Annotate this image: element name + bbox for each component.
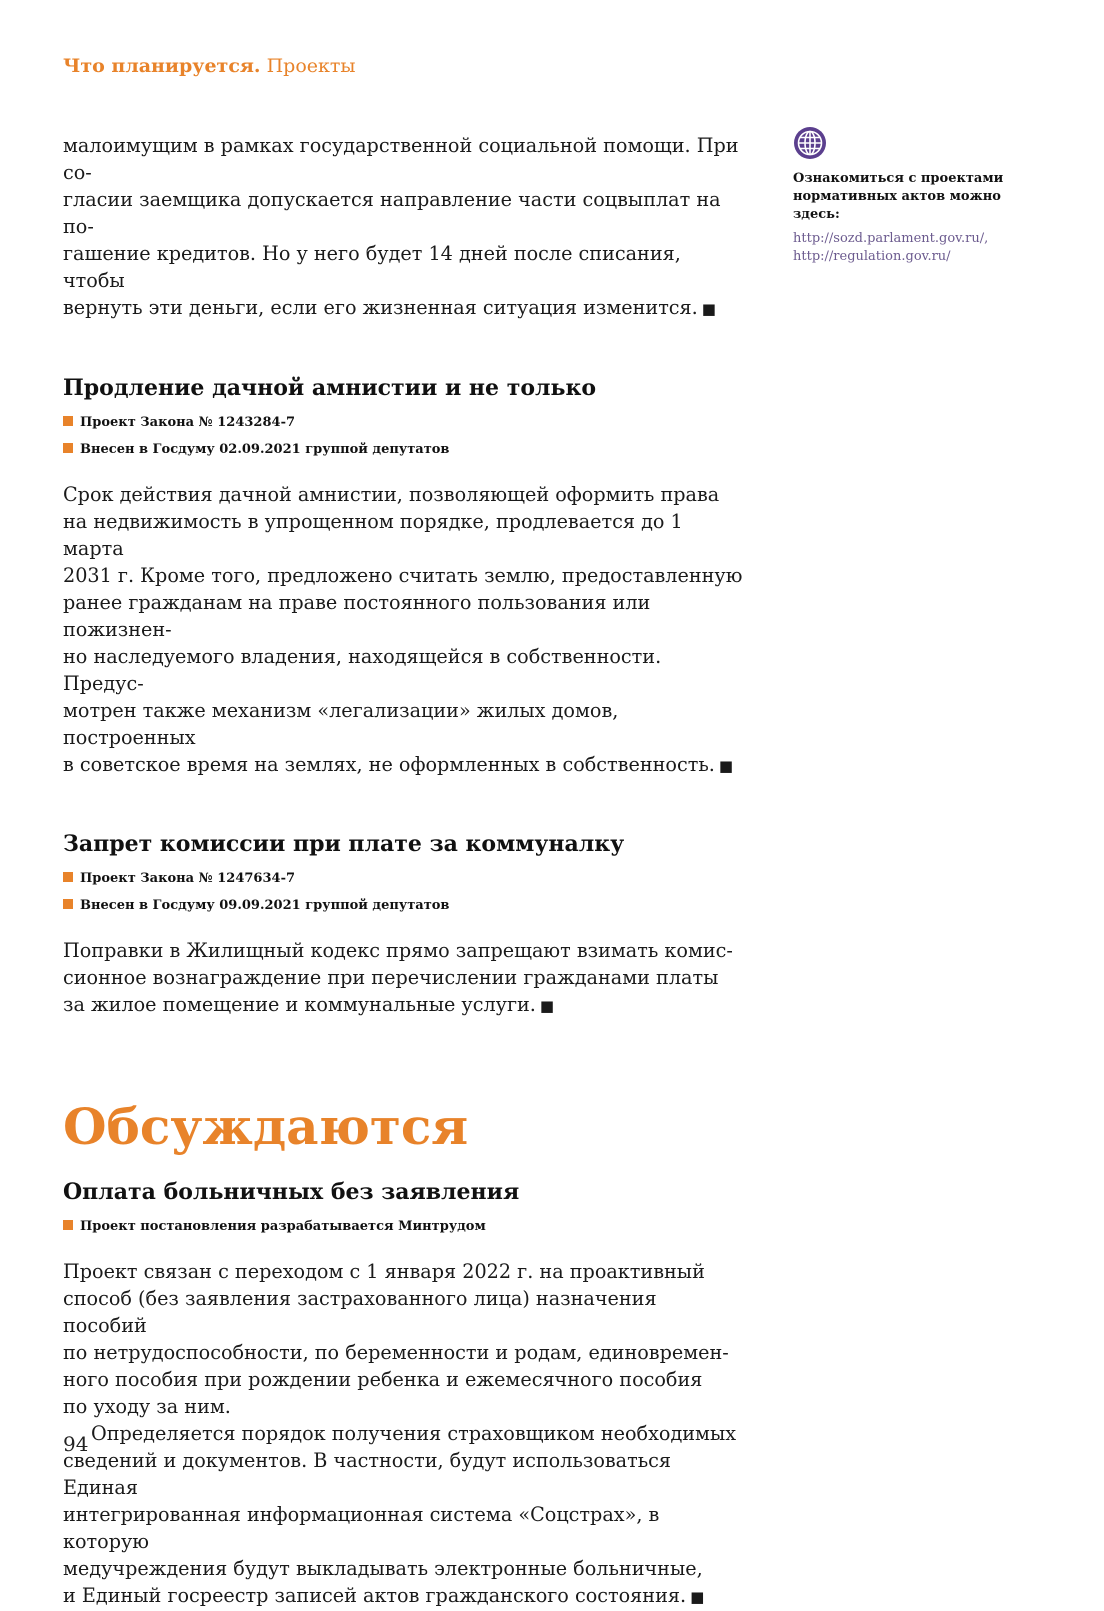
meta-text: Внесен в Госдуму 02.09.2021 группой депутатов <box>80 442 450 457</box>
text-line <box>63 294 743 323</box>
bullet-square-icon <box>63 872 73 882</box>
text-line-content: и Единый госреестр записей актов гражданского состояния. <box>63 1584 687 1607</box>
bill-submission <box>63 436 743 463</box>
bullet-square-icon <box>63 443 73 453</box>
main-column <box>63 132 743 1611</box>
text-line-content: в советское время на землях, не оформленных в собственность. <box>63 753 715 776</box>
text-line-content: за жилое помещение и коммунальные услуги. <box>63 993 536 1016</box>
bill-submission <box>63 892 743 919</box>
sidebar-note-text: Ознакомиться с проектами <box>793 171 1004 186</box>
page-number: 94 <box>63 1432 89 1456</box>
bullet-square-icon <box>63 416 73 426</box>
header-subsection: Проекты <box>266 55 356 77</box>
draft-status <box>63 1213 743 1240</box>
text-line: медучреждения будут выкладывать электронные больничные, <box>63 1557 703 1580</box>
sidebar-note <box>793 126 1033 266</box>
end-mark: ■ <box>701 300 716 318</box>
link-sozd[interactable]: http://sozd.parlament.gov.ru/, <box>793 231 989 246</box>
text-line: способ (без заявления застрахованного лица) назначения пособий <box>63 1287 657 1337</box>
meta-text: Проект Закона № 1247634-7 <box>80 871 296 886</box>
text-line: на недвижимость в упрощенном порядке, продлевается до 1 марта <box>63 510 683 560</box>
article-utility-commission <box>63 829 743 1020</box>
article-title: Продление дачной амнистии и не только <box>63 375 597 401</box>
text-line: интегрированная информационная система «Соцстрах», в которую <box>63 1503 660 1553</box>
text-line: Срок действия дачной амнистии, позволяющей оформить права <box>63 483 720 506</box>
section-title: Обсуждаются <box>63 1097 469 1156</box>
end-mark: ■ <box>690 1588 705 1606</box>
article-dacha-amnesty <box>63 373 743 780</box>
text-line <box>63 751 743 780</box>
meta-text: Внесен в Госдуму 09.09.2021 группой депутатов <box>80 898 450 913</box>
text-line: ного пособия при рождении ребенка и ежемесячного пособия <box>63 1368 703 1391</box>
text-line: Определяется порядок получения страховщиком необходимых <box>91 1422 737 1445</box>
header-section: Что планируется. <box>63 55 261 77</box>
end-mark: ■ <box>539 997 555 1015</box>
article-sick-leave <box>63 1177 743 1611</box>
text-line: гласии заемщика допускается направление части соцвыплат на по- <box>63 188 721 238</box>
text-line: по нетрудоспособности, по беременности и родам, единовремен- <box>63 1341 729 1364</box>
text-line: по уходу за ним. <box>63 1395 231 1418</box>
text-line: гашение кредитов. Но у него будет 14 дней после списания, чтобы <box>63 242 681 292</box>
meta-text: Проект постановления разрабатывается Минтрудом <box>80 1219 486 1234</box>
meta-text: Проект Закона № 1243284-7 <box>80 415 296 430</box>
text-line: малоимущим в рамках государственной социальной помощи. При со- <box>63 134 739 184</box>
text-line <box>63 991 743 1020</box>
text-line: ранее гражданам на праве постоянного пользования или пожизнен- <box>63 591 651 641</box>
article-title: Оплата больничных без заявления <box>63 1179 520 1205</box>
bullet-square-icon <box>63 1220 73 1230</box>
text-line: сионное вознаграждение при перечислении гражданами платы <box>63 966 719 989</box>
sidebar-note-text: здесь: <box>793 207 840 222</box>
bill-number <box>63 865 743 892</box>
text-line <box>63 1582 743 1611</box>
article-title: Запрет комиссии при плате за коммуналку <box>63 831 625 857</box>
bill-number <box>63 409 743 436</box>
globe-icon <box>793 126 827 160</box>
intro-paragraph <box>63 132 743 323</box>
bullet-square-icon <box>63 899 73 909</box>
text-line: Поправки в Жилищный кодекс прямо запрещают взимать комис- <box>63 939 733 962</box>
text-line: Проект связан с переходом с 1 января 2022 г. на проактивный <box>63 1260 705 1283</box>
running-header <box>63 55 356 77</box>
text-line: 2031 г. Кроме того, предложено считать землю, предоставленную <box>63 564 743 587</box>
text-line: сведений и документов. В частности, будут использоваться Единая <box>63 1449 672 1499</box>
text-line-content: вернуть эти деньги, если его жизненная ситуация изменится. <box>63 296 698 319</box>
text-line: но наследуемого владения, находящейся в собственности. Предус- <box>63 645 662 695</box>
link-regulation[interactable]: http://regulation.gov.ru/ <box>793 249 951 264</box>
sidebar-note-text: нормативных актов можно <box>793 189 1001 204</box>
end-mark: ■ <box>718 757 734 775</box>
text-line: мотрен также механизм «легализации» жилых домов, построенных <box>63 699 619 749</box>
